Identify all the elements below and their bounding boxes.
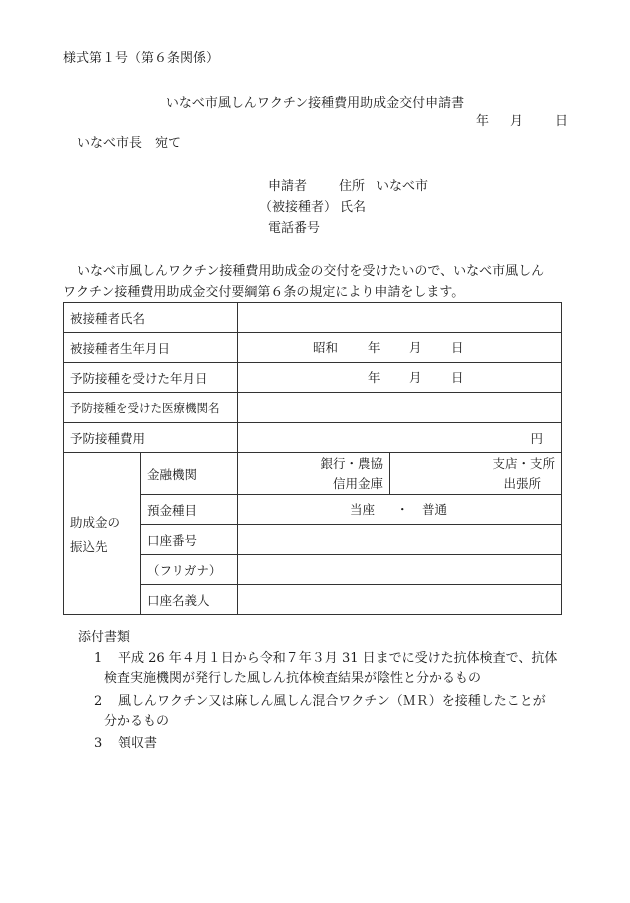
birth-year-label: 年 [368,340,381,355]
attachment-3-number: 3 [94,736,103,751]
attachment-1-line-1: 平成 26 年４月１日から令和７年３月 31 日までに受けた抗体検査で、抗体 [118,651,558,666]
birth-day-label: 日 [451,340,464,355]
body-text-line-1: いなべ市風しんワクチン接種費用助成金の交付を受けたいので、いなべ市風しん [77,264,545,279]
bank-type-line-2: 信用金庫 [333,475,384,491]
vac-month-label: 月 [409,370,422,385]
transfer-label [64,453,141,615]
attachment-2-line-1: 風しんワクチン又は麻しん風しん混合ワクチン（ＭＲ）を接種したことが [118,694,546,709]
birth-date-field[interactable] [238,333,562,363]
attachment-1-line-2: 検査実施機関が発行した風しん抗体検査結果が陰性と分かるもの [104,671,482,686]
document-title: いなべ市風しんワクチン接種費用助成金交付申請書 [165,96,465,111]
account-holder-label: 口座名義人 [141,585,238,615]
deposit-option-current[interactable]: 当座 [350,502,376,517]
vac-year-label: 年 [368,370,381,385]
table-row [64,423,562,453]
transfer-label-line-1: 助成金の [70,514,121,530]
birth-month-label: 月 [409,340,422,355]
furigana-label: （フリガナ） [141,555,238,585]
date-month-label: 月 [510,114,524,129]
date-year-label: 年 [476,114,490,129]
vac-day-label: 日 [451,370,464,385]
bank-type-line-1: 銀行・農協 [320,455,384,471]
deposit-option-savings[interactable]: 普通 [422,502,448,517]
bank-name-field[interactable] [238,453,390,495]
birth-date-label: 被接種者生年月日 [64,333,238,363]
name-label: 氏名 [340,200,367,215]
form-number: 様式第１号（第６条関係） [63,51,220,66]
deposit-label: 預金種目 [141,495,238,525]
address-label: 住所 [339,179,366,194]
applicant-label: 申請者 [268,179,308,194]
attachments-heading: 添付書類 [78,630,131,645]
branch-type-line-2: 出張所 [503,475,542,491]
table-row [64,363,562,393]
institution-label: 予防接種を受けた医療機関名 [64,393,238,423]
branch-name-field[interactable] [390,453,562,495]
table-row [64,453,562,495]
cost-field[interactable] [238,423,562,453]
institution-field[interactable] [238,393,562,423]
branch-type-line-1: 支店・支所 [492,455,556,471]
addressee: いなべ市長 宛て [77,136,182,151]
bank-label: 金融機関 [141,453,238,495]
table-row [64,393,562,423]
birth-era: 昭和 [313,340,339,355]
deposit-type-field[interactable] [238,495,562,525]
vaccination-date-label: 予防接種を受けた年月日 [64,363,238,393]
phone-label: 電話番号 [268,221,321,236]
furigana-field[interactable] [238,555,562,585]
account-number-label: 口座番号 [141,525,238,555]
body-text-line-2: ワクチン接種費用助成金交付要綱第６条の規定により申請をします。 [63,285,465,300]
account-holder-field[interactable] [238,585,562,615]
attachment-3-line-1: 領収書 [118,736,158,751]
vaccination-date-field[interactable] [238,363,562,393]
account-number-field[interactable] [238,525,562,555]
transfer-label-line-2: 振込先 [70,538,108,554]
subject-name-label: 被接種者氏名 [64,303,238,333]
subject-label: （被接種者） [259,200,338,215]
attachment-1-number: 1 [94,651,103,666]
date-day-label: 日 [555,114,569,129]
attachment-2-line-2: 分かるもの [104,714,170,729]
table-row [64,333,562,363]
cost-unit: 円 [530,430,544,446]
subject-name-field[interactable] [238,303,562,333]
table-row [64,303,562,333]
address-value: いなべ市 [376,179,429,194]
attachment-2-number: 2 [94,694,103,709]
deposit-separator: ・ [396,502,409,517]
application-table [63,302,562,615]
cost-label: 予防接種費用 [64,423,238,453]
